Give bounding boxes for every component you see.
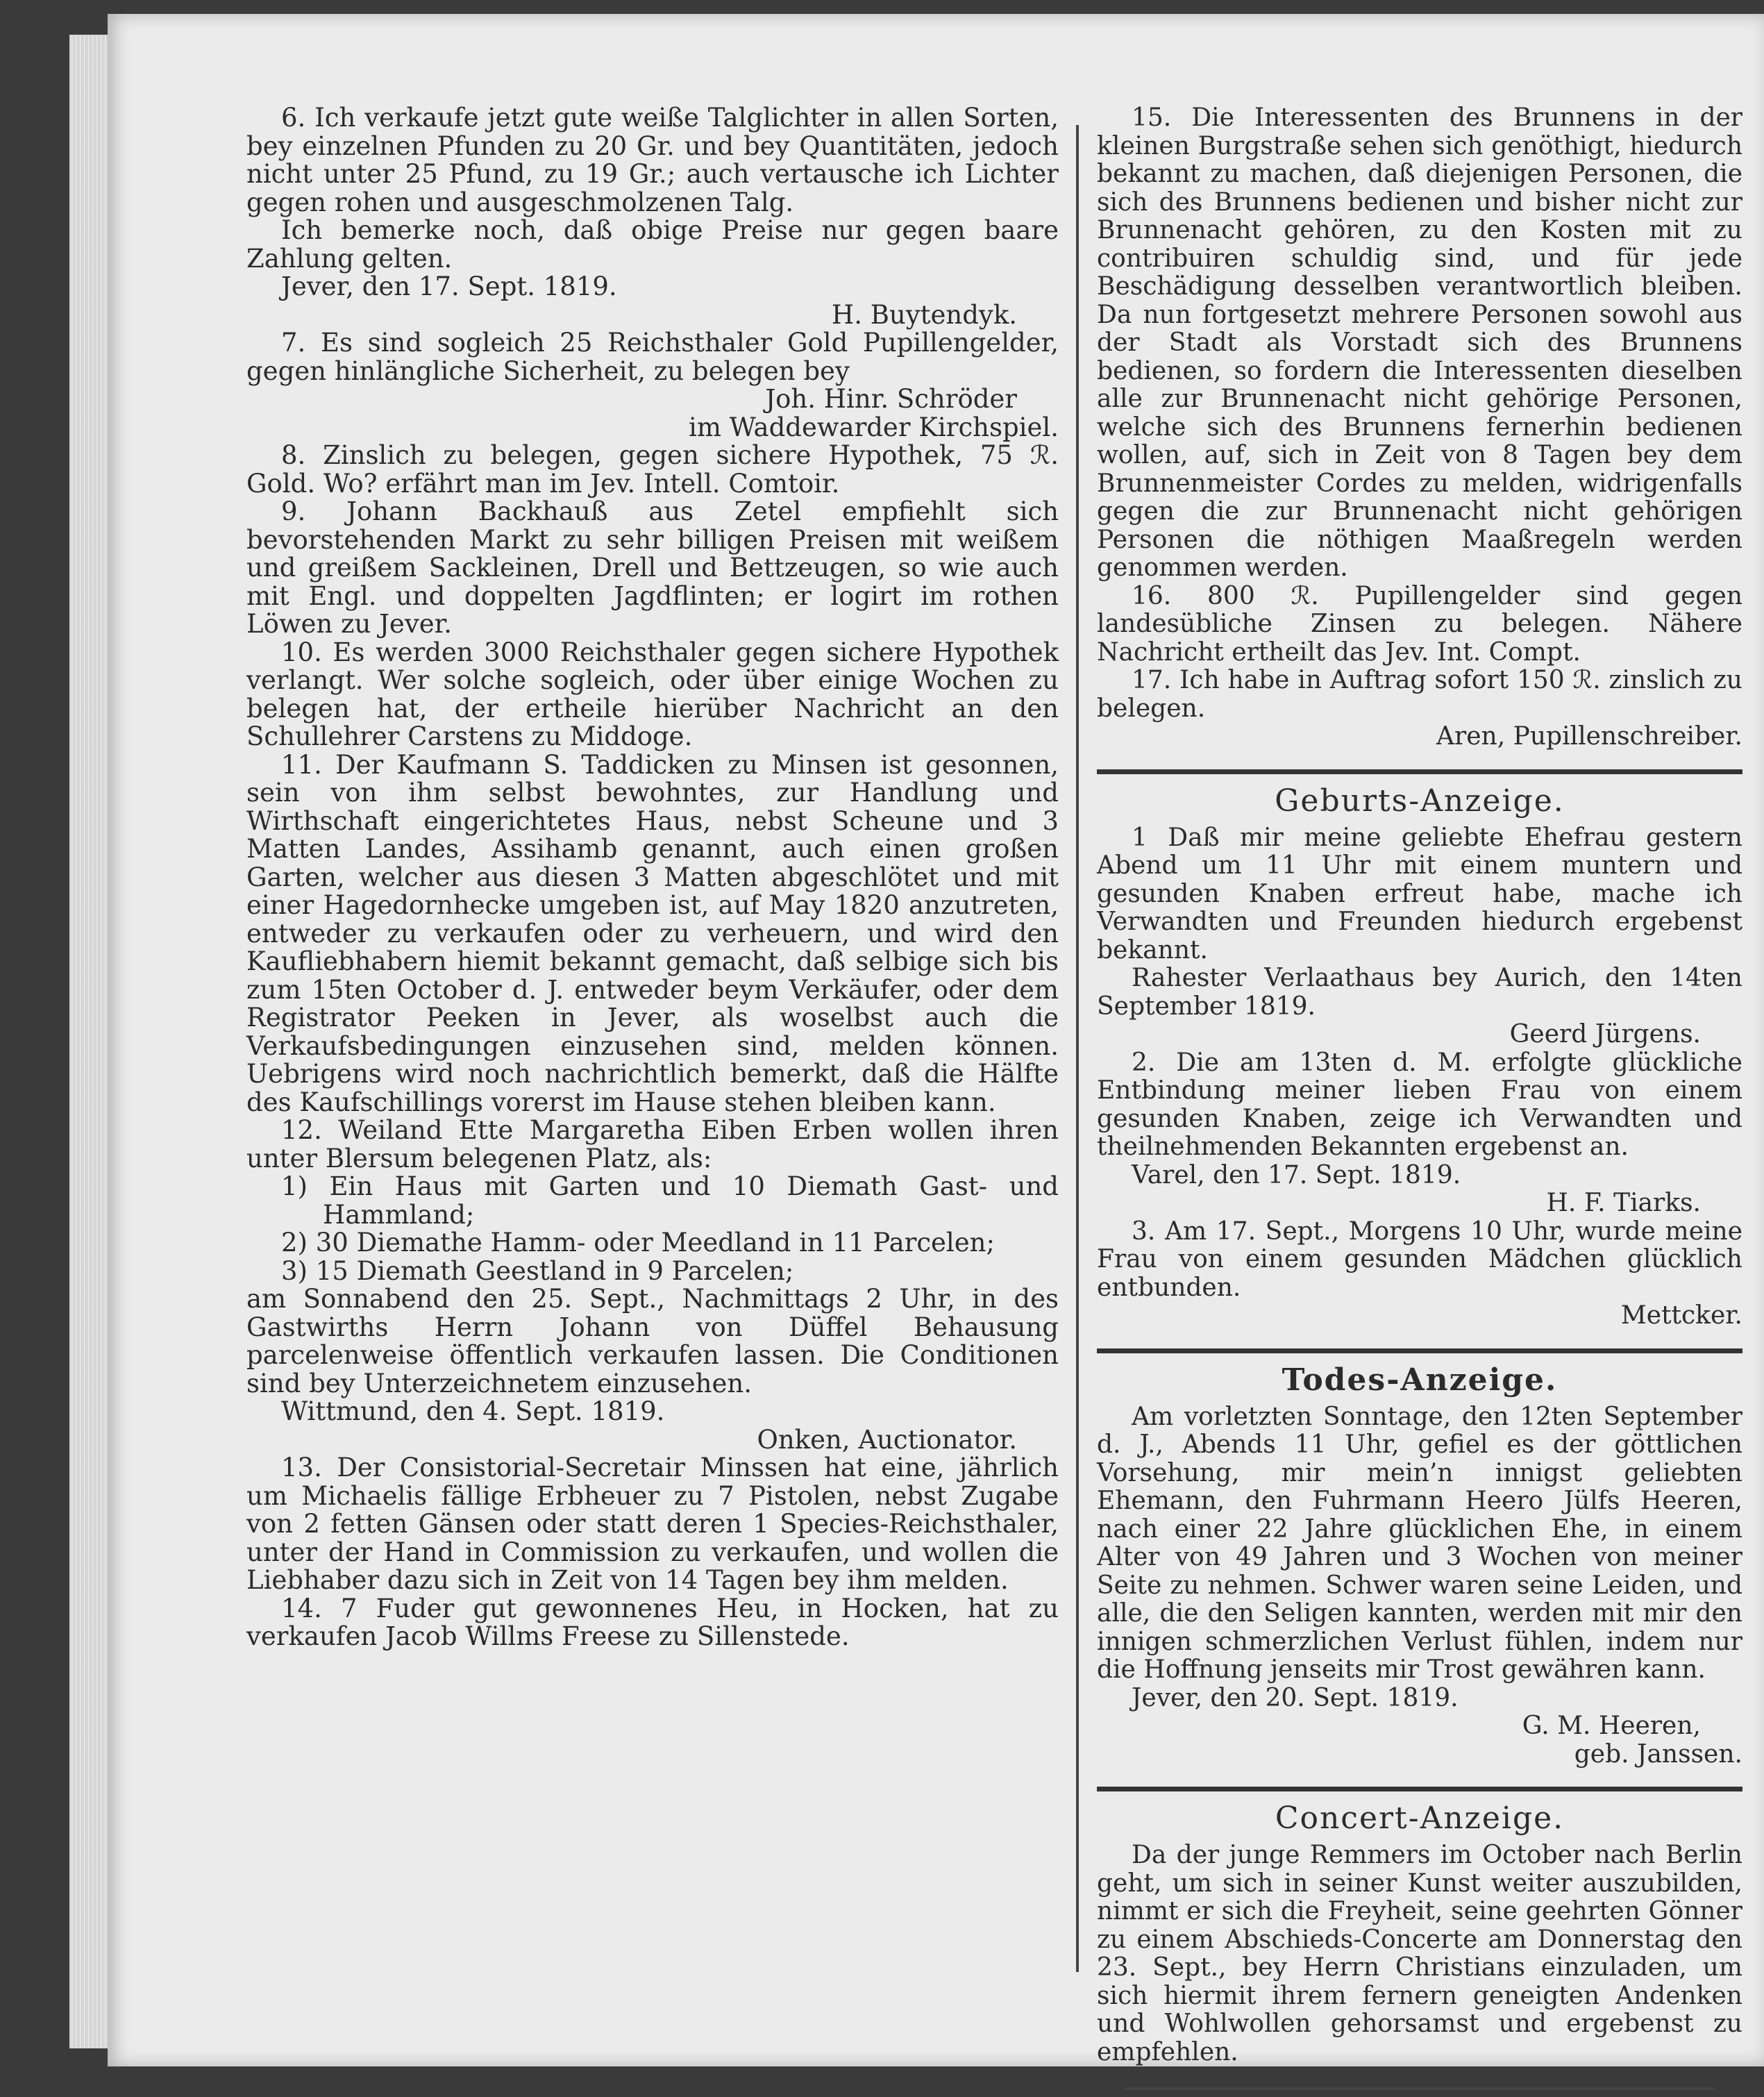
- ad-16-text: 16. 800 ℛ. Pupillengelder sind gegen landesübliche Zinsen zu belegen. Nähere Nachricht ertheilt das Jev. Int. Compt.: [1097, 581, 1742, 667]
- ad-12-place-date: Wittmund, den 4. Sept. 1819.: [281, 1396, 665, 1426]
- birth-3-signature: Mettcker.: [1620, 1301, 1742, 1330]
- birth-1-signature: Geerd Jürgens.: [1509, 1020, 1701, 1048]
- ad-12-item-1: 1) Ein Haus mit Garten und 10 Diemath Gast- und Hammland;: [281, 1171, 1059, 1230]
- ad-13-text: 13. Der Consistorial-Secretair Minssen hat eine, jährlich um Michaelis fällige Erbheuer zu 7 Pistolen, nebst Zugabe von 2 fetten Gänsen oder statt deren 1 Species-Reichsthaler, unter der Hand in Commission zu verkaufen, und wollen die Liebhaber dazu sich in Zeit von 14 Tagen bey ihm melden.: [246, 1453, 1059, 1595]
- section-divider-death: [1097, 1348, 1742, 1353]
- death-signature-maiden: geb. Janssen.: [1574, 1739, 1742, 1769]
- section-divider-concert: [1097, 1787, 1742, 1791]
- birth-1-text: 1 Daß mir meine geliebte Ehefrau gestern Abend um 11 Uhr mit einem muntern und gesunden Knaben erfreut habe, mache ich Verwandten und Freunden hiedurch ergebenst bekannt.: [1097, 823, 1742, 964]
- ad-9-text: 9. Johann Backhauß aus Zetel empfiehlt sich bevorstehenden Markt zu sehr billigen Preisen mit weißem und greißem Sackleinen, Drell und Bettzeugen, so wie auch mit Engl. und doppelten Jagdflinten; er logirt im rothen Löwen zu Jever.: [246, 496, 1059, 639]
- concert-heading: Concert-Anzeige.: [1275, 1801, 1565, 1836]
- birth-2-text: 2. Die am 13ten d. M. erfolgte glückliche Entbindung meiner lieben Frau von einem gesunden Knaben, zeige ich Verwandten und theilnehmenden Bekannten ergebenst an.: [1097, 1048, 1742, 1161]
- birth-3-text: 3. Am 17. Sept., Morgens 10 Uhr, wurde meine Frau von einem gesunden Mädchen glücklich entbunden.: [1097, 1217, 1742, 1302]
- left-column: [246, 104, 1059, 1651]
- end-rule: [1125, 2087, 1715, 2090]
- ad-6-place-date: Jever, den 17. Sept. 1819.: [281, 271, 617, 301]
- death-place-date: Jever, den 20. Sept. 1819.: [1132, 1683, 1459, 1712]
- death-signature: G. M. Heeren,: [1522, 1712, 1701, 1740]
- ad-12-outro: am Sonnabend den 25. Sept., Nachmittags 2 Uhr, in des Gastwirths Herrn Johann von Düffel Behausung parcelenweise öffentlich verkaufen lassen. Die Conditionen sind bey Unterzeichnetem einzusehen.: [246, 1284, 1059, 1398]
- ad-12-signature: Onken, Auctionator.: [757, 1424, 1017, 1455]
- ad-12-intro: 12. Weiland Ette Margaretha Eiben Erben wollen ihren unter Blersum belegenen Platz, als:: [246, 1115, 1059, 1173]
- right-column: [1097, 104, 1742, 2097]
- book-page-edges: [69, 35, 111, 2048]
- death-heading: Todes-Anzeige.: [1282, 1362, 1558, 1398]
- concert-text: Da der junge Remmers im October nach Berlin geht, um sich in seiner Kunst weiter auszubilden, nimmt er sich die Freyheit, seine geehrten Gönner zu einem Abschieds-Concerte am Donnerstag den 23. Sept., bey Herrn Christians einzuladen, um sich hiermit ihrem fernern geneigten Andenken und Wohlwollen gehorsamst und ergebenst zu empfehlen.: [1097, 1841, 1742, 2066]
- ad-10-text: 10. Es werden 3000 Reichsthaler gegen sichere Hypothek verlangt. Wer solche sogleich, oder über einige Wochen zu belegen hat, der ertheile hierüber Nachricht an den Schullehrer Carstens zu Middoge.: [246, 637, 1059, 751]
- birth-2-place-date: Varel, den 17. Sept. 1819.: [1132, 1160, 1461, 1189]
- section-divider-births: [1097, 769, 1742, 774]
- ad-6-text: 6. Ich verkaufe jetzt gute weiße Talglichter in allen Sorten, bey einzelnen Pfunden zu 20 Gr. und bey Quantitäten, jedoch nicht unter 25 Pfund, zu 19 Gr.; auch vertausche ich Lichter gegen rohen und ausgeschmolzenen Talg.: [246, 103, 1059, 217]
- ad-15-text: 15. Die Interessenten des Brunnens in der kleinen Burgstraße sehen sich genöthigt, hiedurch bekannt zu machen, daß diejenigen Personen, die sich des Brunnens bedienen und bisher nicht zur Brunnenacht gehören, zu den Kosten mit zu contribuiren schuldig sind, und für jede Beschädigung desselben verantwortlich bleiben. Da nun fortgesetzt mehrere Personen sowohl aus der Stadt als Vorstadt sich des Brunnens bedienen, so fordern die Interessenten dieselben alle zur Brunnenacht nicht gehörige Personen, welche sich des Brunnens fernerhin bedienen wollen, auf, sich in Zeit von 8 Tagen bey dem Brunnenmeister Cordes zu melden, widrigenfalls gegen die zur Brunnenacht nicht gehörigen Personen die nöthigen Maaßregeln werden genommen werden.: [1097, 103, 1742, 582]
- ad-7-text: 7. Es sind sogleich 25 Reichsthaler Gold Pupillengelder, gegen hinlängliche Sicherheit, zu belegen bey: [246, 328, 1059, 386]
- ad-6-signature: H. Buytendyk.: [831, 299, 1017, 330]
- ad-8-text: 8. Zinslich zu belegen, gegen sichere Hypothek, 75 ℛ. Gold. Wo? erfährt man im Jev. Intell. Comtoir.: [246, 440, 1059, 499]
- column-divider: [1076, 125, 1079, 1972]
- ad-6-note: Ich bemerke noch, daß obige Preise nur gegen baare Zahlung gelten.: [246, 215, 1059, 274]
- ad-7-signature-place: im Waddewarder Kirchspiel.: [689, 412, 1059, 442]
- ad-14-text: 14. 7 Fuder gut gewonnenes Heu, in Hocken, hat zu verkaufen Jacob Willms Freese zu Sillenstede.: [246, 1593, 1059, 1651]
- ad-17-text: 17. Ich habe in Auftrag sofort 150 ℛ. zinslich zu belegen.: [1097, 666, 1742, 723]
- birth-1-place-date: Rahester Verlaathaus bey Aurich, den 14ten September 1819.: [1097, 964, 1742, 1021]
- death-text: Am vorletzten Sonntage, den 12ten September d. J., Abends 11 Uhr, gefiel es der göttlichen Vorsehung, mir mein’n innigst geliebten Ehemann, den Fuhrmann Heero Jülfs Heeren, nach einer 22 Jahre glücklichen Ehe, in einem Alter von 49 Jahren und 3 Wochen von meiner Seite zu nehmen. Schwer waren seine Leiden, und alle, die den Seligen kannten, werden mit mir den innigen schmerzlichen Verlust fühlen, indem nur die Hoffnung jenseits mir Trost gewähren kann.: [1097, 1402, 1742, 1684]
- birth-2-signature: H. F. Tiarks.: [1546, 1189, 1701, 1217]
- ad-11-text: 11. Der Kaufmann S. Taddicken zu Minsen ist gesonnen, sein von ihm selbst bewohntes, zur Handlung und Wirthschaft eingerichtetes Haus, nebst Scheune und 3 Matten Landes, Assihamb genannt, auch einen großen Garten, welcher aus diesen 3 Matten abgeschlötet und mit einer Hagedornhecke umgeben ist, auf May 1820 anzutreten, entweder zu verkaufen oder zu verheuern, und wird den Kaufliebhabern hiemit bekannt gemacht, daß selbige sich bis zum 15ten October d. J. entweder beym Verkäufer, oder dem Registrator Peeken in Jever, als woselbst auch die Verkaufsbedingungen einzusehen sind, melden können. Uebrigens wird noch nachrichtlich bemerkt, daß die Hälfte des Kaufschillings vorerst im Hause stehen bleiben kann.: [246, 749, 1059, 1117]
- ad-7-signature: Joh. Hinr. Schröder: [765, 384, 1017, 414]
- ad-12-item-3: 3) 15 Diemath Geestland in 9 Parcelen;: [281, 1255, 794, 1286]
- births-heading: Geburts-Anzeige.: [1275, 783, 1565, 819]
- ad-12-item-2: 2) 30 Diemathe Hamm- oder Meedland in 11 Parcelen;: [281, 1228, 995, 1258]
- ad-17-signature: Aren, Pupillenschreiber.: [1436, 722, 1742, 751]
